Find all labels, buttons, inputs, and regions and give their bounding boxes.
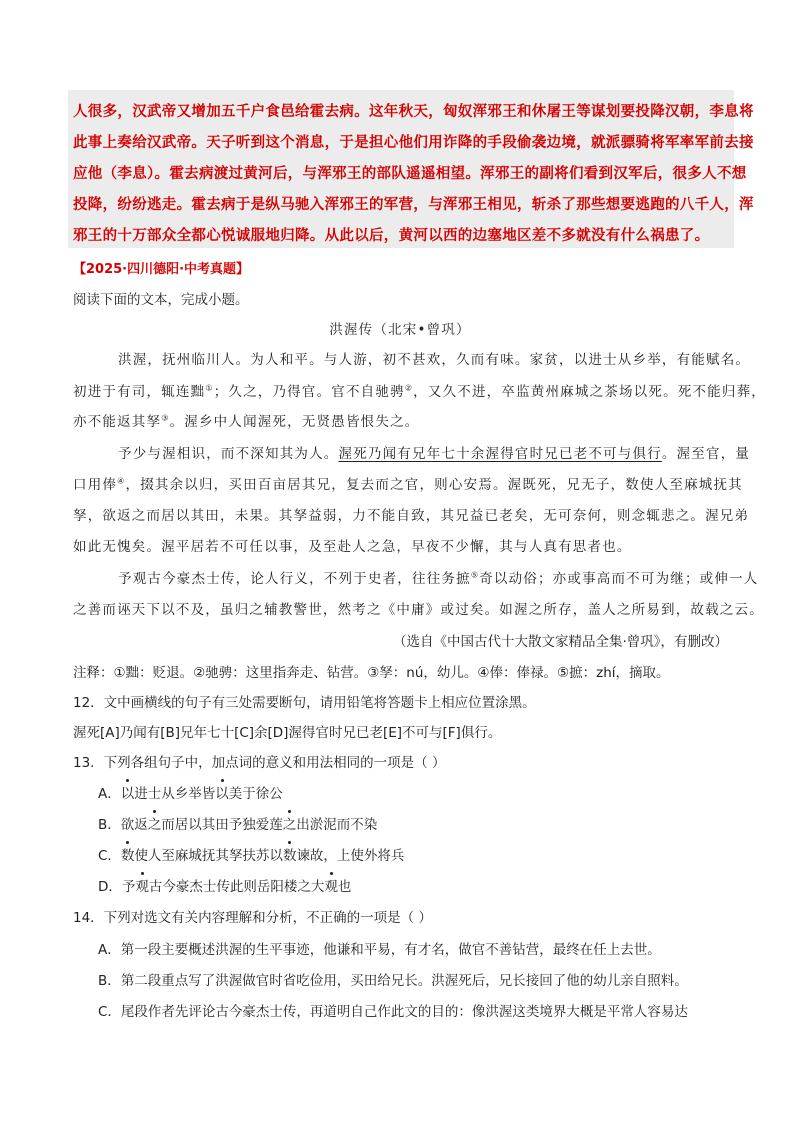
passage-line [73, 473, 743, 493]
instruction: 阅读下面的文本，完成小题。 [73, 292, 249, 308]
translation-line: 此事上奏给汉武帝。天子听到这个消息，于是担心他们用诈降的手段偷袭边境，就派骠骑将军率军前去接 [73, 135, 754, 151]
question-13-option-c [98, 844, 404, 864]
exam-source-tag: 【2025·四川德阳·中考真题】 [73, 262, 250, 277]
passage-line [118, 442, 750, 462]
passage-text: 初进于有司，辄连黜 [73, 384, 206, 400]
translation-line: 投降，纷纷逃走。霍去病于是纵马驰入浑邪王的军营，与浑邪王相见，斩杀了那些想要逃跑的八千人，浑 [73, 197, 754, 213]
passage-text: 。渥乡中人闻渥死，无贤愚皆恨失之。 [169, 414, 420, 430]
footnote-mark: ② [404, 383, 414, 393]
footnotes: 注释：①黜：贬退。②驰骋：这里指奔走、钻营。③孥：nú，幼儿。④俸：俸禄。⑤摭：zhí，摘取。 [73, 665, 670, 681]
passage-line [73, 380, 766, 400]
passage-line: 洪渥，抚州临川人。为人和平。与人游，初不甚欢，久而有味。家贫，以进士从乡举，有能赋名。 [118, 352, 751, 368]
option-text: 使人至麻城抚其孥扶苏以 [134, 848, 283, 864]
dotted-word: 之 [148, 813, 162, 833]
translation-line: 人很多，汉武帝又增加五千户食邑给霍去病。这年秋天，匈奴浑邪王和休屠王等谋划要投降汉朝，李息将 [73, 104, 754, 120]
question-14-option-b: B．第二段重点写了洪渥做官时省吃俭用，买田给兄长。洪渥死后，兄长接回了他的幼儿亲自照料。 [98, 973, 688, 989]
dotted-word: 观 [135, 875, 149, 895]
question-13-option-a [98, 782, 283, 802]
option-letter: B． [98, 817, 121, 833]
dotted-word: 以 [215, 782, 229, 802]
passage-line [73, 410, 419, 430]
question-14-option-c: C．尾段作者先评论古今豪杰士传，再道明自己作此文的目的：像洪渥这类境界大概是平常人容易达 [98, 1004, 688, 1020]
footnote-mark: ⑤ [470, 570, 480, 580]
underlined-sentence: 渥死乃闻有兄年七十余渥得官时兄已老不可与俱行 [338, 446, 662, 462]
question-13-option-b [98, 813, 377, 833]
option-letter: C． [98, 848, 121, 864]
passage-text: 奇以动俗；亦或事高而不可为继；或伸一人 [479, 571, 759, 587]
passage-line: 之善而诬天下以不及，虽归之辅教警世，然考之《中庸》或过矣。如渥之所存，盖人之所易到，故载之云。 [73, 602, 764, 618]
option-letter: D． [98, 879, 122, 895]
option-text: 而居以其田予独爱莲 [161, 817, 283, 833]
passage-text: 予少与渥相识，而不深知其为人。 [118, 446, 339, 462]
option-text: 也 [337, 879, 352, 895]
option-text: 美于徐公 [228, 786, 283, 802]
dotted-word: 数 [283, 844, 297, 864]
option-text: 进士从乡举皆 [134, 786, 216, 802]
dotted-word: 数 [121, 844, 135, 864]
passage-text: 口用俸 [73, 477, 118, 493]
passage-text: ，又久不进，卒监黄州麻城之茶场以死。死不能归葬， [413, 384, 766, 400]
question-13-stem: 13．下列各组句子中，加点词的意义和用法相同的一项是（ ） [73, 755, 446, 771]
option-text: 出淤泥而不染 [296, 817, 378, 833]
translation-line: 应他（李息）。霍去病渡过黄河后，与浑邪王的部队遥遥相望。浑邪王的副将们看到汉军后，很多人不想 [73, 166, 747, 182]
passage-text: ，掇其余以归，买田百亩居其兄，复去而之官，则心安焉。渥既死，兄无子，数使人至麻城抚其 [125, 477, 743, 493]
passage-text: ；久之，乃得官。官不自驰骋 [213, 384, 405, 400]
question-14-option-a: A．第一段主要概述洪渥的生平事迹，他谦和平易，有才名，做官不善钻营，最终在任上去世。 [98, 942, 661, 958]
option-letter: A． [98, 786, 121, 802]
dotted-word: 以 [121, 782, 135, 802]
question-12-options: 渥死[A]乃闻有[B]兄年七十[C]余[D]渥得官时兄已老[E]不可与[F]俱行。 [73, 725, 502, 741]
question-13-option-d [98, 875, 351, 895]
dotted-word: 观 [324, 875, 338, 895]
footnote-mark: ④ [117, 476, 126, 486]
option-text: 古今豪杰士传此则岳阳楼之大 [148, 879, 325, 895]
footnote-mark: ③ [161, 413, 170, 423]
option-text: 谏故，上使外将兵 [296, 848, 405, 864]
dotted-word: 之 [283, 813, 297, 833]
option-text: 予 [121, 879, 136, 895]
question-14-stem: 14．下列对选文有关内容理解和分析，不正确的一项是（ ） [73, 910, 432, 926]
option-text: 欲返 [120, 817, 148, 833]
passage-text: 亦不能返其孥 [73, 414, 162, 430]
footnote-mark: ① [205, 383, 214, 393]
passage-title: 洪渥传（北宋•曾巩） [329, 322, 471, 338]
question-12-stem: 12．文中画横线的句子有三处需要断句，请用铅笔将答题卡上相应位置涂黑。 [73, 695, 536, 711]
passage-line [118, 567, 759, 587]
passage-source: （选自《中国古代十大散文家精品全集·曾巩》，有删改） [392, 634, 728, 650]
passage-line: 如此无愧矣。渥平居若不可任以事，及至赴人之急，早夜不少懈，其与人真有思者也。 [73, 539, 632, 555]
translation-line: 邪王的十万部众全都心悦诚服地归降。从此以后，黄河以西的边塞地区差不多就没有什么祸患了。 [73, 228, 710, 244]
passage-text: 。渥至官，量 [661, 446, 751, 462]
passage-text: 予观古今豪杰士传，论人行义，不列于史者，往往务摭 [118, 571, 471, 587]
passage-line: 孥，欲返之而居以其田，未果。其孥益弱，力不能自致，其兄益已老矣，无可奈何，则念辄悲之。渥兄弟 [73, 508, 750, 524]
